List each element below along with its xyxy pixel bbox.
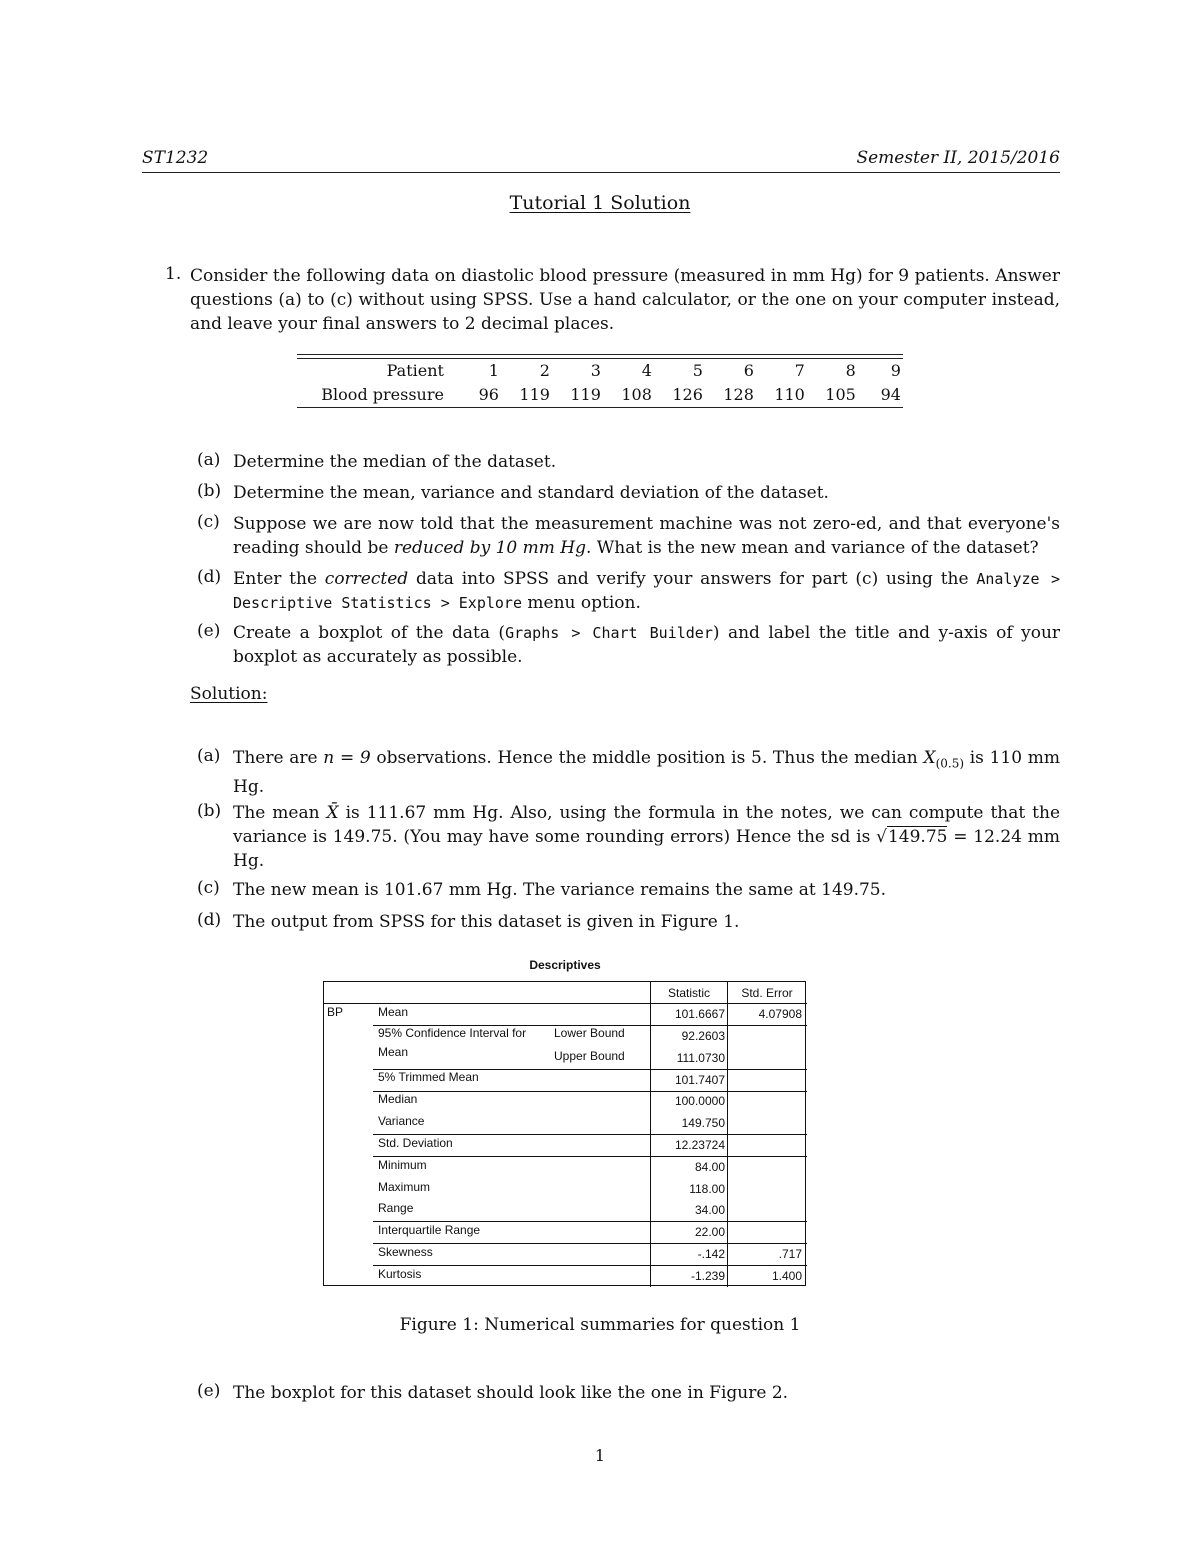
table-cell: 96 (478, 385, 499, 404)
solution-a-label: (a) (197, 746, 221, 766)
stat-value: 111.0730 (676, 1051, 725, 1065)
table-cell: 5 (692, 361, 703, 380)
stat-value: 101.7407 (674, 1073, 725, 1087)
row-label: Patient (386, 361, 444, 380)
table-cell: 126 (672, 385, 703, 404)
table-cell: 9 (890, 361, 901, 380)
table-cell: 94 (880, 385, 901, 404)
header-statistic: Statistic (667, 986, 710, 1000)
semester-label: Semester II, 2015/2016 (856, 148, 1060, 168)
stat-value: 34.00 (694, 1203, 725, 1217)
table-row-patient (297, 359, 903, 383)
se-value: .717 (778, 1247, 802, 1261)
solution-c-text: The new mean is 101.67 mm Hg. The variance remains the same at 149.75. (233, 880, 887, 900)
part-c-label: (c) (197, 512, 220, 532)
header-std-error: Std. Error (741, 986, 793, 1000)
stat-value: 118.00 (689, 1182, 725, 1196)
table-cell: 3 (590, 361, 601, 380)
stat-value: 101.6667 (674, 1007, 725, 1021)
row-divider (373, 1221, 807, 1222)
row-label: Kurtosis (378, 1267, 422, 1281)
part-b-label: (b) (197, 481, 222, 501)
solution-b-text: The mean X̄ is 111.67 mm Hg. Also, using the formula in the notes, we can compute that the variance is 149.75. (You may have some rounding errors) Hence the sd is √149.75 = 12.24 mm Hg. (233, 803, 1061, 871)
table-cell: 119 (519, 385, 550, 404)
row-divider (373, 1265, 807, 1266)
page-title: Tutorial 1 Solution (509, 192, 691, 214)
figure-caption: Figure 1: Numerical summaries for question 1 (399, 1315, 801, 1335)
stat-value: 100.0000 (674, 1094, 725, 1108)
row-divider (373, 1156, 807, 1157)
solution-e-text: The boxplot for this dataset should look like the one in Figure 2. (233, 1383, 789, 1403)
ci-label: 95% Confidence Interval for (378, 1026, 527, 1040)
part-a-text: Determine the median of the dataset. (233, 452, 557, 472)
part-d-label: (d) (197, 567, 222, 587)
row-label: Maximum (378, 1180, 431, 1194)
row-label: Median (378, 1092, 418, 1106)
se-value: 4.07908 (758, 1007, 802, 1021)
table-cell: 2 (539, 361, 550, 380)
solution-heading: Solution: (190, 684, 268, 704)
row-label: Lower Bound (554, 1026, 625, 1040)
question-number: 1. (165, 264, 182, 284)
row-label: 5% Trimmed Mean (378, 1070, 479, 1084)
stat-value: -.142 (697, 1247, 725, 1261)
table-row-blood-pressure (297, 383, 903, 407)
row-label: Variance (378, 1114, 425, 1128)
table-cell: 4 (641, 361, 652, 380)
part-e-text: Create a boxplot of the data (Graphs > Chart Builder) and label the title and y-axis of your boxplot as accurately as possible. (233, 623, 1061, 667)
part-b-text: Determine the mean, variance and standard deviation of the dataset. (233, 483, 829, 503)
table-cell: 110 (774, 385, 805, 404)
solution-d-label: (d) (197, 910, 222, 930)
row-label: Skewness (378, 1245, 433, 1259)
stat-value: -1.239 (690, 1269, 725, 1283)
table-cell: 7 (794, 361, 805, 380)
page-number: 1 (594, 1446, 606, 1465)
header-rule (142, 172, 1060, 173)
table-cell: 6 (743, 361, 754, 380)
row-label: Std. Deviation (378, 1136, 453, 1150)
table-cell: 119 (570, 385, 601, 404)
blood-pressure-table (297, 354, 903, 408)
row-label: Mean (378, 1005, 409, 1019)
row-divider (373, 1243, 807, 1244)
table-cell: 108 (621, 385, 652, 404)
row-label: Range (378, 1201, 414, 1215)
part-d-text: Enter the corrected data into SPSS and verify your answers for part (c) using the Analyze > Descriptive Statistics > Explore menu option. (233, 569, 1060, 613)
table-cell: 128 (723, 385, 754, 404)
stat-value: 22.00 (694, 1225, 725, 1239)
part-c-text: Suppose we are now told that the measurement machine was not zero-ed, and that everyone's reading should be reduced by 10 mm Hg. What is the new mean and variance of the dataset? (233, 514, 1060, 558)
stat-value: 84.00 (694, 1160, 725, 1174)
table-cell: 1 (488, 361, 499, 380)
solution-d-text: The output from SPSS for this dataset is given in Figure 1. (233, 912, 740, 932)
solution-b-label: (b) (197, 801, 222, 821)
se-value: 1.400 (771, 1269, 802, 1283)
solution-e-label: (e) (197, 1381, 221, 1401)
header-divider (323, 1003, 807, 1004)
spss-table-title: Descriptives (529, 958, 601, 972)
variable-label: BP (327, 1005, 344, 1019)
solution-a-text: There are n = 9 observations. Hence the middle position is 5. Thus the median $X_{(0.5)}$ is 110 mm Hg. (233, 748, 1060, 798)
spss-descriptives-table (323, 981, 807, 1287)
table-cell: 105 (825, 385, 856, 404)
table-bottom-rule (297, 407, 903, 408)
stat-value: 149.750 (681, 1116, 725, 1130)
ci-label-2: Mean (378, 1045, 409, 1059)
question-intro: Consider the following data on diastolic blood pressure (measured in mm Hg) for 9 patients. Answer questions (a) to (c) without using SPSS. Use a hand calculator, or the one on your computer instead, and leave your final answers to 2 decimal places. (190, 266, 1060, 334)
row-label: Minimum (378, 1158, 427, 1172)
part-a-label: (a) (197, 450, 221, 470)
stat-value: 92.2603 (681, 1029, 725, 1043)
table-cell: 8 (845, 361, 856, 380)
row-divider (373, 1091, 807, 1092)
row-divider (373, 1134, 807, 1135)
course-code: ST1232 (142, 148, 209, 168)
solution-c-label: (c) (197, 878, 220, 898)
row-label: Blood pressure (321, 385, 444, 404)
row-label: Upper Bound (554, 1049, 625, 1063)
part-e-label: (e) (197, 621, 221, 641)
stat-value: 12.23724 (674, 1138, 725, 1152)
row-label: Interquartile Range (378, 1223, 481, 1237)
